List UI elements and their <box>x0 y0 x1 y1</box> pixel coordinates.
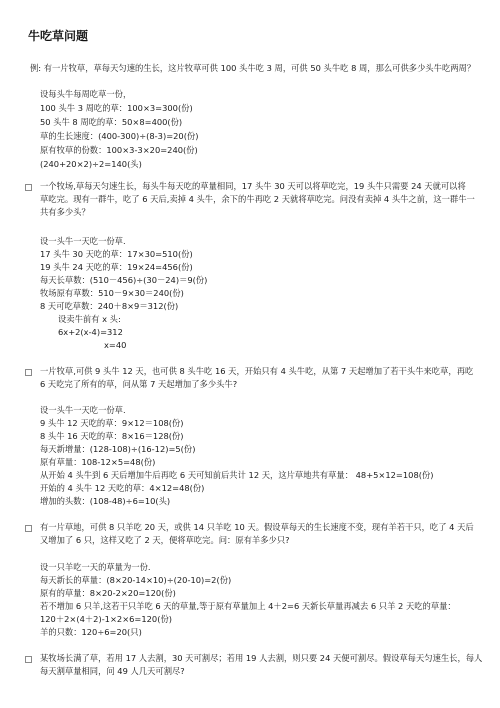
bullet-icon <box>25 369 32 376</box>
problem-4-question-line: 有一片草地，可供 8 只羊吃 20 天，或供 14 只羊吃 10 天。假设草每天的生长速度不变，现有羊若干只，吃了 4 天后 <box>40 522 474 532</box>
solution-line: 开始的 4 头牛 12 天吃的草：4×12=48(份) <box>40 483 205 493</box>
solution-line: 设卖牛前有 x 头: <box>58 314 121 324</box>
solution-line: 120＋2×(4＋2)-1×2×6=120(份) <box>40 614 172 624</box>
solution-line: 牧场原有草数：510－9×30＝240(份) <box>40 288 184 298</box>
solution-line: 19 头牛 24 天吃的草：19×24=456(份) <box>40 262 193 272</box>
solution-line: 每天新长的草量：(8×20-14×10)÷(20-10)=2(份) <box>40 575 232 585</box>
problem-3-question-line: 一片牧草,可供 9 头牛 12 天，也可供 8 头牛吃 16 天，开始只有 4 头牛吃，从第 7 天起增加了若干头牛来吃草，再吃 <box>40 366 474 376</box>
bullet-icon <box>25 656 32 663</box>
bullet-icon <box>25 525 32 532</box>
page-title: 牛吃草问题 <box>28 29 89 43</box>
solution-line: 设一头牛一天吃一份草. <box>40 405 126 415</box>
solution-line: 100 头牛 3 周吃的草：100×3=300(份) <box>40 103 193 113</box>
solution-line: 50 头牛 8 周吃的草：50×8=400(份) <box>40 117 183 127</box>
solution-line: 设每头牛每周吃草一份， <box>40 89 132 99</box>
solution-line: 原有草量：108-12×5=48(份) <box>40 457 156 467</box>
solution-line: 9 头牛 12 天吃的草：9×12＝108(份) <box>40 418 184 428</box>
solution-line: x=40 <box>104 340 127 350</box>
solution-line: 若不增加 6 只羊,这若干只羊吃 6 天的草量,等于原有草量加上 4＋2=6 天新长草量再减去 6 只羊 2 天吃的草量： <box>40 601 456 611</box>
problem-2-question-line: 一个牧场,草每天匀速生长，每头牛每天吃的草量相同，17 头牛 30 天可以将草吃完，19 头牛只需要 24 天就可以将 <box>40 181 466 191</box>
solution-line: 6x+2(x-4)=312 <box>58 327 123 337</box>
solution-line: 8 天可吃草数：240＋8×9＝312(份) <box>40 301 179 311</box>
bullet-icon <box>25 184 32 191</box>
solution-line: 8 头牛 16 天吃的草：8×16＝128(份) <box>40 431 184 441</box>
solution-line: (240+20×2)÷2=140(头) <box>40 159 142 169</box>
problem-1-question-line: 例: 有一片牧草，草每天匀速的生长，这片牧草可供 100 头牛吃 3 周，可供 50 头牛吃 8 周，那么可供多少头牛吃两周？ <box>30 63 476 73</box>
solution-line: 17 头牛 30 天吃的草：17×30=510(份) <box>40 249 193 259</box>
problem-5-question-line: 每天割草量相同，问 49 人几天可割尽? <box>40 666 185 676</box>
solution-line: 每天新增量：(128-108)÷(16-12)=5(份) <box>40 444 196 454</box>
solution-line: 每天长草数：(510－456)÷(30－24)＝9(份) <box>40 275 208 285</box>
solution-line: 设一头牛一天吃一份草. <box>40 236 126 246</box>
solution-line: 从开始 4 头牛到 6 天后增加牛后再吃 6 天可知前后共计 12 天，这片草地共有草量： 48+5×12=108(份) <box>40 470 434 480</box>
problem-2-question-line: 共有多少头？ <box>40 207 90 217</box>
solution-line: 设一只羊吃一天的草量为一份. <box>40 562 151 572</box>
problem-4-question-line: 又增加了 6 只，这样又吃了 2 天，便将草吃完。问：原有羊多少只? <box>40 535 290 545</box>
problem-5-question-line: 某牧场长满了草，若用 17 人去割，30 天可割尽；若用 19 人去割，则只要 24 天便可割尽。假设草每天匀速生长，每人 <box>40 653 483 663</box>
problem-2-question-line: 草吃完。现有一群牛，吃了 6 天后,卖掉 4 头牛，余下的牛再吃 2 天就将草吃完。问没有卖掉 4 头牛之前，这一群牛一 <box>40 194 475 204</box>
solution-line: 草的生长速度：(400-300)÷(8-3)=20(份) <box>40 131 199 141</box>
solution-line: 原有的草量：8×20-2×20=120(份) <box>40 588 176 598</box>
solution-line: 羊的只数：120÷6=20(只) <box>40 627 142 637</box>
solution-line: 增加的头数：(108-48)÷6=10(头) <box>40 496 171 506</box>
solution-line: 原有牧草的份数：100×3-3×20=240(份) <box>40 145 198 155</box>
problem-3-question-line: 6 天吃完了所有的草，问从第 7 天起增加了多少头牛? <box>40 379 238 389</box>
